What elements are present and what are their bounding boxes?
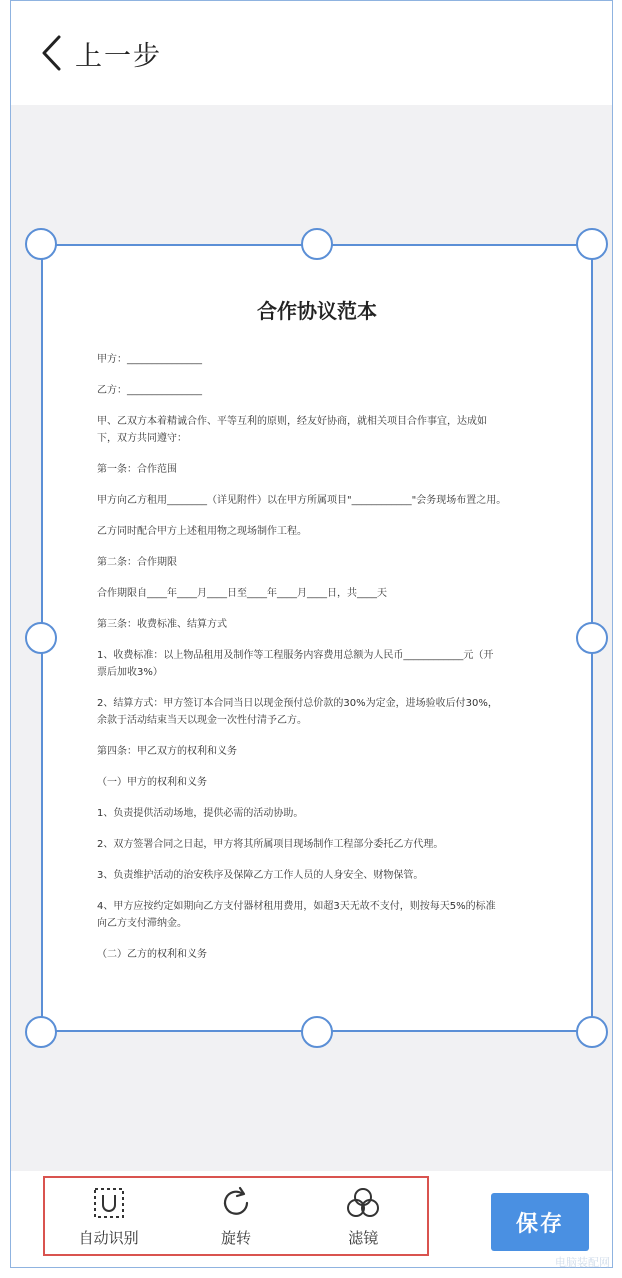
document-line: 向乙方支付滞纳金。	[97, 918, 187, 929]
crop-handle-bottom-middle[interactable]	[301, 1016, 333, 1048]
auto-detect-icon	[91, 1185, 127, 1221]
document-line: 2、结算方式：甲方签订本合同当日以现金预付总价款的30%为定金，进场验收后付30%，	[97, 698, 498, 709]
crop-handle-middle-right[interactable]	[576, 622, 608, 654]
rotate-label: 旋转	[220, 1228, 251, 1247]
document-line: 第一条：合作范围	[97, 464, 177, 475]
auto-detect-label: 自动识别	[78, 1228, 139, 1247]
crop-canvas	[11, 105, 612, 1171]
crop-handle-bottom-left[interactable]	[25, 1016, 57, 1048]
watermark: 电脑装配网	[555, 1256, 610, 1269]
auto-detect-button[interactable]	[54, 1185, 164, 1248]
crop-handle-top-left[interactable]	[25, 228, 57, 260]
tool-group	[43, 1176, 429, 1256]
crop-handle-top-right[interactable]	[576, 228, 608, 260]
app-frame	[10, 0, 613, 1268]
document-line: 4、甲方应按约定如期向乙方支付器材租用费用，如超3天无故不支付，则按每天5%的标准	[97, 901, 496, 912]
document-line: 乙方：_______________	[97, 385, 202, 396]
document-line: 3、负责维护活动的治安秩序及保障乙方工作人员的人身安全、财物保管。	[97, 870, 424, 881]
document-line: 乙方同时配合甲方上述租用物之现场制作工程。	[97, 526, 307, 537]
filter-label: 滤镜	[348, 1228, 379, 1247]
document-line: 甲、乙双方本着精诚合作、平等互利的原则，经友好协商，就相关项目合作事宜，达成如	[97, 416, 487, 427]
document-line: 甲方向乙方租用________（详见附件）以在甲方所属项目"____________"会务现场布置之用。	[97, 495, 507, 506]
crop-handle-bottom-right[interactable]	[576, 1016, 608, 1048]
document-line: （二）乙方的权利和义务	[97, 949, 207, 960]
document-page	[42, 245, 592, 1031]
back-label: 上一步	[75, 40, 162, 72]
document-line: 余款于活动结束当天以现金一次性付清予乙方。	[97, 715, 307, 726]
rotate-icon	[218, 1185, 254, 1221]
save-button[interactable]: 保存	[491, 1193, 589, 1251]
document-line: 1、负责提供活动场地，提供必需的活动协助。	[97, 808, 304, 819]
document-body	[97, 353, 547, 979]
filter-icon	[345, 1185, 381, 1221]
document-line: 第四条：甲乙双方的权利和义务	[97, 746, 237, 757]
header	[11, 1, 612, 105]
document-line: （一）甲方的权利和义务	[97, 777, 207, 788]
document-line: 2、双方签署合同之日起，甲方将其所属项目现场制作工程部分委托乙方代理。	[97, 839, 444, 850]
document-line: 合作期限自____年____月____日至____年____月____日，共____天	[97, 588, 387, 599]
bottom-toolbar	[11, 1171, 612, 1267]
filter-button[interactable]	[308, 1185, 418, 1248]
chevron-left-icon	[39, 34, 65, 72]
rotate-button[interactable]	[181, 1185, 291, 1248]
document-line: 第二条：合作期限	[97, 557, 177, 568]
document-line: 票后加收3%）	[97, 667, 163, 678]
document-line: 第三条：收费标准、结算方式	[97, 619, 227, 630]
crop-handle-top-middle[interactable]	[301, 228, 333, 260]
crop-handle-middle-left[interactable]	[25, 622, 57, 654]
document-line: 甲方：_______________	[97, 354, 202, 365]
document-line: 1、收费标准：以上物品租用及制作等工程服务内容费用总额为人民币____________元（开	[97, 650, 494, 661]
back-button[interactable]	[39, 34, 162, 73]
document-line: 下，双方共同遵守：	[97, 433, 187, 444]
document-title: 合作协议范本	[257, 299, 377, 323]
